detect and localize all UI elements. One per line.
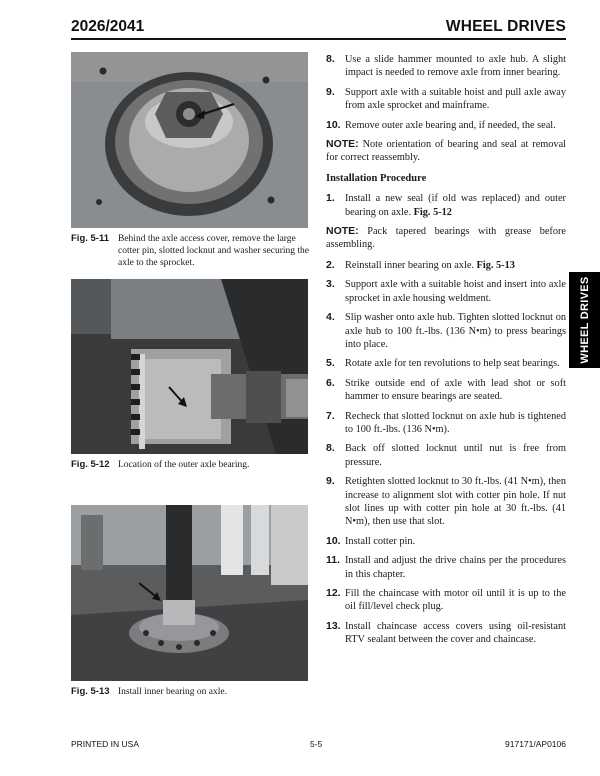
note-grease — [326, 225, 566, 252]
footer-printed: PRINTED IN USA — [71, 739, 140, 749]
step-number: 4. — [326, 311, 335, 324]
step-text: Retighten slotted locknut to 30 ft.-lbs. (41 N•m), then increase to alignment slot with cotter pin hole. If nut slot lines up with cotter pin hole at 30 ft.-lbs. (41 N•m), then use that slot. — [345, 476, 566, 528]
install-step — [326, 587, 566, 614]
step-text: Install chaincase access covers using oil-resistant RTV sealant between the cover and chaincase. — [345, 620, 566, 646]
figure-5-12-label: Fig. 5-12 — [71, 459, 110, 470]
header-section: WHEEL DRIVES — [445, 18, 566, 35]
install-step — [326, 192, 566, 219]
footer-page-number: 5-5 — [310, 739, 323, 749]
header-rule — [71, 38, 566, 40]
step-number: 6. — [326, 376, 335, 389]
install-step — [326, 377, 566, 404]
figure-reference: Fig. 5-12 — [413, 206, 452, 218]
install-step — [326, 311, 566, 351]
install-step — [326, 259, 566, 272]
step-text: Rotate axle for ten revolutions to help seat bearings. — [345, 358, 560, 370]
note-label: NOTE: — [326, 225, 359, 238]
step-number: 7. — [326, 409, 335, 422]
figure-5-12-photo — [71, 279, 308, 454]
step-text: Install and adjust the drive chains per the procedures in this chapter. — [345, 555, 566, 580]
step-text: Fill the chaincase with motor oil until it is up to the oil fill/level check plug. — [345, 588, 566, 613]
figure-5-13-caption — [71, 686, 311, 698]
install-step — [326, 535, 566, 548]
install-step — [326, 278, 566, 305]
install-step — [326, 357, 566, 370]
note-text: Pack tapered bearings with grease before assembling. — [326, 226, 566, 251]
procedure-column — [326, 53, 566, 653]
section-side-tab — [569, 272, 600, 368]
figure-5-13-label: Fig. 5-13 — [71, 686, 110, 697]
figure-5-11-photo — [71, 52, 308, 228]
step-text: Back off slotted locknut until nut is free from pressure. — [345, 443, 566, 468]
step-text: Remove outer axle bearing and, if needed, the seal. — [345, 119, 556, 131]
step-number: 12. — [326, 587, 341, 599]
step-text: Slip washer onto axle hub. Tighten slotted locknut on axle hub to 100 ft.-lbs. (136 N•m) to press bearings into place. — [345, 312, 566, 350]
step-text: Strike outside end of axle with lead shot or soft hammer to ensure bearings are seated. — [345, 377, 566, 403]
installation-heading: Installation Procedure — [326, 172, 427, 184]
step-number: 8. — [326, 53, 335, 65]
step-number: 1. — [326, 192, 335, 205]
install-step — [326, 442, 566, 469]
install-step — [326, 410, 566, 437]
side-tab-label: WHEEL DRIVES — [578, 276, 591, 364]
install-step — [326, 475, 566, 529]
step-number: 3. — [326, 278, 335, 291]
step-text: Install a new seal (if old was replaced) and outer bearing on axle. — [345, 193, 566, 218]
removal-step — [326, 119, 566, 132]
install-step — [326, 620, 566, 647]
step-number: 8. — [326, 442, 335, 455]
note-orientation — [326, 138, 566, 165]
figure-reference: Fig. 5-13 — [476, 259, 515, 271]
removal-step — [326, 86, 566, 113]
step-number: 10. — [326, 534, 341, 547]
install-step — [326, 554, 566, 581]
step-number: 13. — [326, 619, 341, 632]
step-number: 5. — [326, 357, 335, 370]
note-label: NOTE: — [326, 138, 359, 151]
step-text: Support axle with a suitable hoist and pull axle away from axle sprocket and mainframe. — [345, 86, 566, 112]
step-text: Support axle with a suitable hoist and insert into axle sprocket in axle housing weldment. — [345, 279, 566, 304]
figure-5-13-photo — [71, 505, 308, 681]
header-model: 2026/2041 — [71, 18, 145, 35]
figure-5-12-text: Location of the outer axle bearing. — [118, 460, 250, 470]
step-number: 10. — [326, 118, 341, 131]
figure-5-12-caption — [71, 459, 311, 471]
note-text: Note orientation of bearing and seal at removal for correct reassembly. — [326, 139, 566, 164]
figure-5-13-text: Install inner bearing on axle. — [118, 687, 227, 697]
step-number: 2. — [326, 258, 335, 271]
step-number: 9. — [326, 85, 335, 98]
step-number: 9. — [326, 475, 335, 488]
step-text: Install cotter pin. — [345, 535, 416, 547]
page-header — [71, 18, 566, 44]
step-text: Recheck that slotted locknut on axle hub is tightened to 100 ft.-lbs. (136 N•m). — [345, 410, 566, 435]
step-text: Use a slide hammer mounted to axle hub. A slight impact is needed to remove axle from inner bearing. — [345, 54, 566, 79]
figure-5-11-text: Behind the axle access cover, remove the large cotter pin, slotted locknut and washer securing the axle to the sprocket. — [118, 234, 310, 268]
figure-5-11-caption — [71, 233, 311, 269]
footer-part-number: 917171/AP0106 — [505, 739, 566, 749]
removal-step — [326, 53, 566, 80]
figure-5-11-label: Fig. 5-11 — [71, 233, 110, 244]
step-text: Reinstall inner bearing on axle. — [345, 259, 474, 271]
step-number: 11. — [326, 554, 341, 567]
